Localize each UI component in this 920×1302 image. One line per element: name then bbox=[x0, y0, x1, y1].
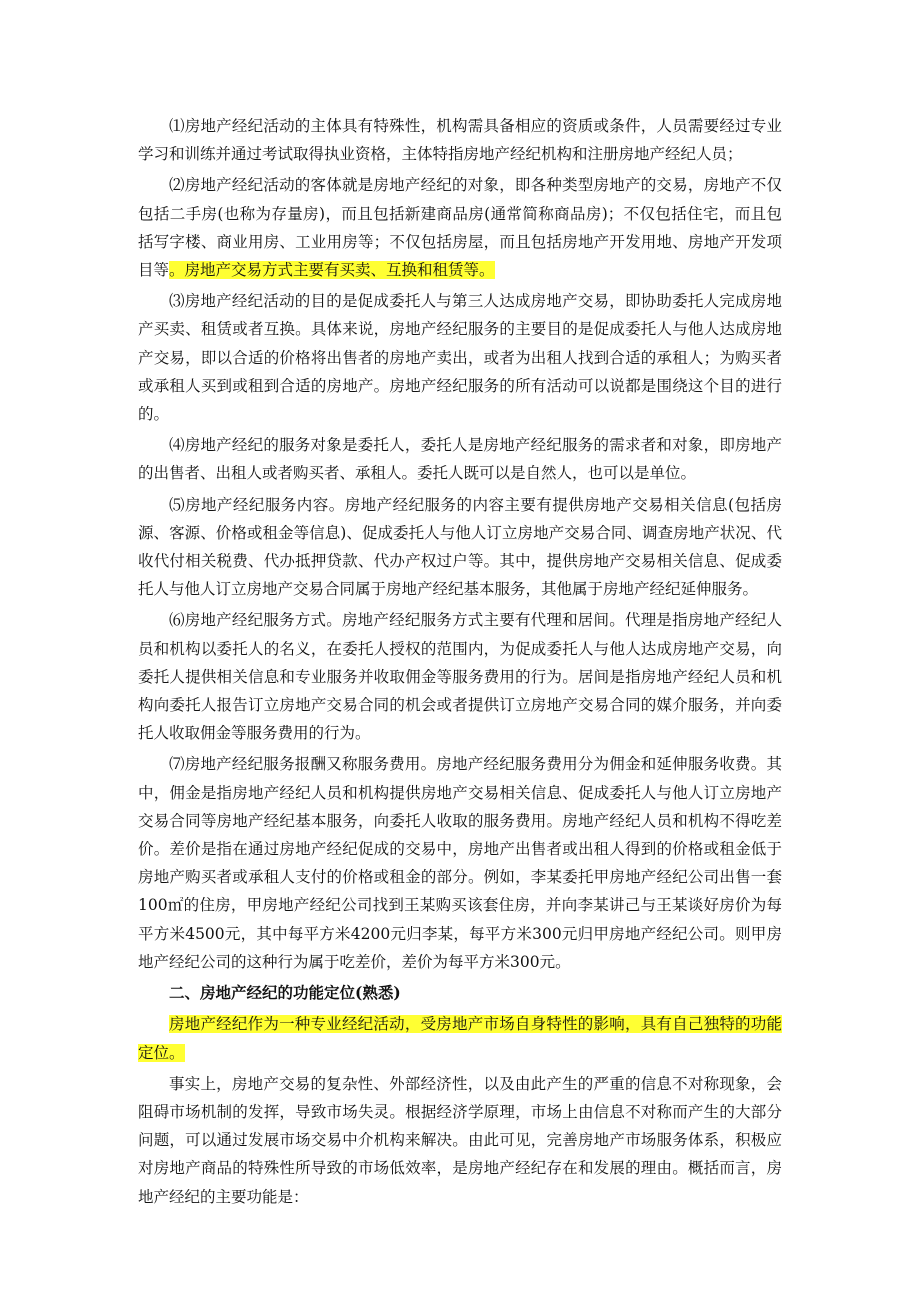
paragraph-text: ⑴房地产经纪活动的主体具有特殊性，机构需具备相应的资质或条件，人员需要经过专业学习和训练并通过考试取得执业资格，主体特指房地产经纪机构和注册房地产经纪人员； bbox=[138, 117, 782, 164]
paragraph-p6 bbox=[138, 606, 782, 747]
paragraph-text: ⑸房地产经纪服务内容。房地产经纪服务的内容主要有提供房地产交易相关信息(包括房源、客源、价格或租金等信息)、促成委托人与他人订立房地产交易合同、调查房地产状况、代收代付相关税费、代办抵押贷款、代办产权过户等。其中，提供房地产交易相关信息、促成委托人与他人订立房地产交易合同属于房地产经纪基本服务，其他属于房地产经纪延伸服务。 bbox=[138, 495, 782, 599]
paragraph-text: ⑹房地产经纪服务方式。房地产经纪服务方式主要有代理和居间。代理是指房地产经纪人员和机构以委托人的名义，在委托人授权的范围内，为促成委托人与他人达成房地产交易，向委托人提供相关信息和专业服务并收取佣金等服务费用的行为。居间是指房地产经纪人员和机构向委托人报告订立房地产交易合同的机会或者提供订立房地产交易合同的媒介服务，并向委托人收取佣金等服务费用的行为。 bbox=[138, 611, 782, 743]
paragraph-p3 bbox=[138, 287, 782, 428]
highlighted-text: 房地产经纪作为一种专业经纪活动，受房地产市场自身特性的影响，具有自己独特的功能定位。 bbox=[138, 1015, 782, 1062]
section-heading: 二、房地产经纪的功能定位(熟悉) bbox=[169, 983, 401, 1003]
highlighted-text: 。房地产交易方式主要有买卖、互换和租赁等。 bbox=[169, 261, 495, 280]
paragraph-text: ⑺房地产经纪服务报酬又称服务费用。房地产经纪服务费用分为佣金和延伸服务收费。其中，佣金是指房地产经纪人员和机构提供房地产交易相关信息、促成委托人与他人订立房地产交易合同等房地产经纪基本服务，向委托人收取的服务费用。房地产经纪人员和机构不得吃差价。差价是指在通过房地产经纪促成的交易中，房地产出售者或出租人得到的价格或租金低于房地产购买者或承租人支付的价格或租金的部分。例如，李某委托甲房地产经纪公司出售一套100㎡的住房，甲房地产经纪公司找到王某购买该套住房，并向李某讲己与王某谈好房价为每平方米4500元，其中每平方米4200元归李某，每平方米300元归甲房地产经纪公司。则甲房地产经纪公司的这种行为属于吃差价，差价为每平方米300元。 bbox=[138, 755, 782, 971]
paragraph-p5 bbox=[138, 491, 782, 604]
closing-paragraph: 事实上，房地产交易的复杂性、外部经济性，以及由此产生的严重的信息不对称现象，会阻碍市场机制的发挥，导致市场失灵。根据经济学原理，市场上由信息不对称而产生的大部分问题，可以通过发展市场交易中介机构来解决。由此可见，完善房地产市场服务体系，积极应对房地产商品的特殊性所导致的市场低效率，是房地产经纪存在和发展的理由。概括而言，房地产经纪的主要功能是： bbox=[138, 1074, 782, 1206]
paragraph-p7 bbox=[138, 750, 782, 976]
paragraph-list bbox=[138, 112, 782, 979]
highlighted-paragraph bbox=[138, 1010, 782, 1066]
paragraph-text: ⑵房地产经纪活动的客体就是房地产经纪的对象，即各种类型房地产的交易，房地产不仅包括二手房(也称为存量房)，而且包括新建商品房(通常简称商品房)；不仅包括住宅，而且包括写字楼、商业用房、工业用房等；不仅包括房屋，而且包括房地产开发用地、房地产开发项目等 bbox=[138, 176, 782, 280]
paragraph-p4 bbox=[138, 431, 782, 487]
paragraph-p1 bbox=[138, 112, 782, 168]
paragraph-text: ⑷房地产经纪的服务对象是委托人，委托人是房地产经纪服务的需求者和对象，即房地产的出售者、出租人或者购买者、承租人。委托人既可以是自然人，也可以是单位。 bbox=[138, 436, 782, 483]
paragraph-text: ⑶房地产经纪活动的目的是促成委托人与第三人达成房地产交易，即协助委托人完成房地产买卖、租赁或者互换。具体来说，房地产经纪服务的主要目的是促成委托人与他人达成房地产交易，即以合适的价格将出售者的房地产卖出，或者为出租人找到合适的承租人；为购买者或承租人买到或租到合适的房地产。房地产经纪服务的所有活动可以说都是围绕这个目的进行的。 bbox=[138, 292, 782, 424]
paragraph-p2 bbox=[138, 171, 782, 284]
